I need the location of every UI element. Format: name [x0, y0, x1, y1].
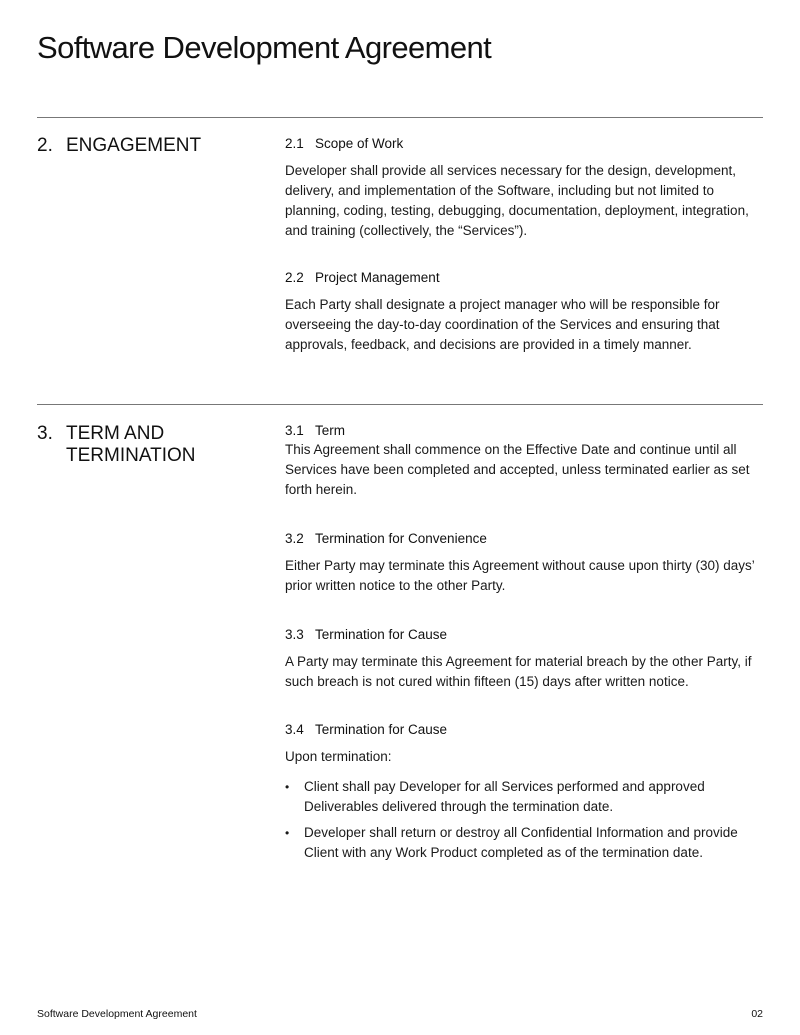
termination-list — [285, 777, 763, 863]
subsection-body: Upon termination: — [285, 749, 392, 764]
subsection-body: A Party may terminate this Agreement for material breach by the other Party, if such breach is not cured within fifteen (15) days after written notice. — [285, 654, 752, 689]
subsection-title: Scope of Work — [315, 136, 404, 151]
subsection-3-4 — [285, 721, 763, 869]
section-heading-term-and-termination — [37, 423, 257, 467]
subsection-2-1 — [285, 135, 763, 241]
subsection-heading — [285, 135, 763, 153]
subsection-number: 2.2 — [285, 270, 304, 285]
subsection-2-2 — [285, 269, 763, 355]
subsection-title: Termination for Convenience — [315, 531, 487, 546]
subsection-title: Termination for Cause — [315, 627, 448, 642]
subsection-body: Developer shall provide all services necessary for the design, development, delivery, and implementation of the Software, including but not limited to planning, coding, testing, debugging, documentation, deployment, integration, and training (collectively, the “Services”). — [285, 163, 749, 238]
subsection-heading — [285, 530, 763, 548]
subsection-title: Termination for Cause — [315, 722, 448, 737]
subsection-3-1 — [285, 422, 763, 500]
section-divider — [37, 404, 763, 405]
bullet-icon: • — [285, 826, 290, 840]
section-number: 3. — [37, 423, 53, 444]
footer-page-number: 02 — [751, 1008, 763, 1020]
list-item-text: Client shall pay Developer for all Services performed and approved Deliverables delivered through the termination date. — [304, 779, 705, 814]
list-item — [285, 823, 763, 863]
subsection-title: Term — [315, 423, 345, 438]
subsection-number: 3.3 — [285, 627, 304, 642]
section-divider — [37, 117, 763, 118]
subsection-body: This Agreement shall commence on the Effective Date and continue until all Services have been completed and accepted, unless terminated earlier as set forth herein. — [285, 442, 750, 497]
subsection-heading — [285, 269, 763, 287]
subsection-number: 3.4 — [285, 722, 304, 737]
subsection-3-3 — [285, 626, 763, 692]
subsection-heading — [285, 422, 763, 440]
section-heading-engagement — [37, 135, 257, 157]
subsection-number: 3.1 — [285, 423, 304, 438]
subsection-heading — [285, 721, 763, 739]
subsection-number: 3.2 — [285, 531, 304, 546]
subsection-3-2 — [285, 530, 763, 596]
footer-document-name: Software Development Agreement — [37, 1008, 197, 1020]
subsection-heading — [285, 626, 763, 644]
section-title: TERM AND TERMINATION — [66, 423, 196, 466]
subsection-body: Either Party may terminate this Agreement without cause upon thirty (30) days’ prior written notice to the other Party. — [285, 558, 755, 593]
list-item — [285, 777, 763, 817]
list-item-text: Developer shall return or destroy all Confidential Information and provide Client with any Work Product completed as of the termination date. — [304, 825, 738, 860]
document-title: Software Development Agreement — [37, 30, 492, 65]
subsection-title: Project Management — [315, 270, 440, 285]
section-title: ENGAGEMENT — [66, 135, 202, 156]
section-number: 2. — [37, 135, 53, 156]
subsection-number: 2.1 — [285, 136, 304, 151]
subsection-body: Each Party shall designate a project manager who will be responsible for overseeing the day-to-day coordination of the Services and ensuring that approvals, feedback, and decisions are provided in a timely manner. — [285, 297, 720, 352]
bullet-icon: • — [285, 780, 290, 794]
